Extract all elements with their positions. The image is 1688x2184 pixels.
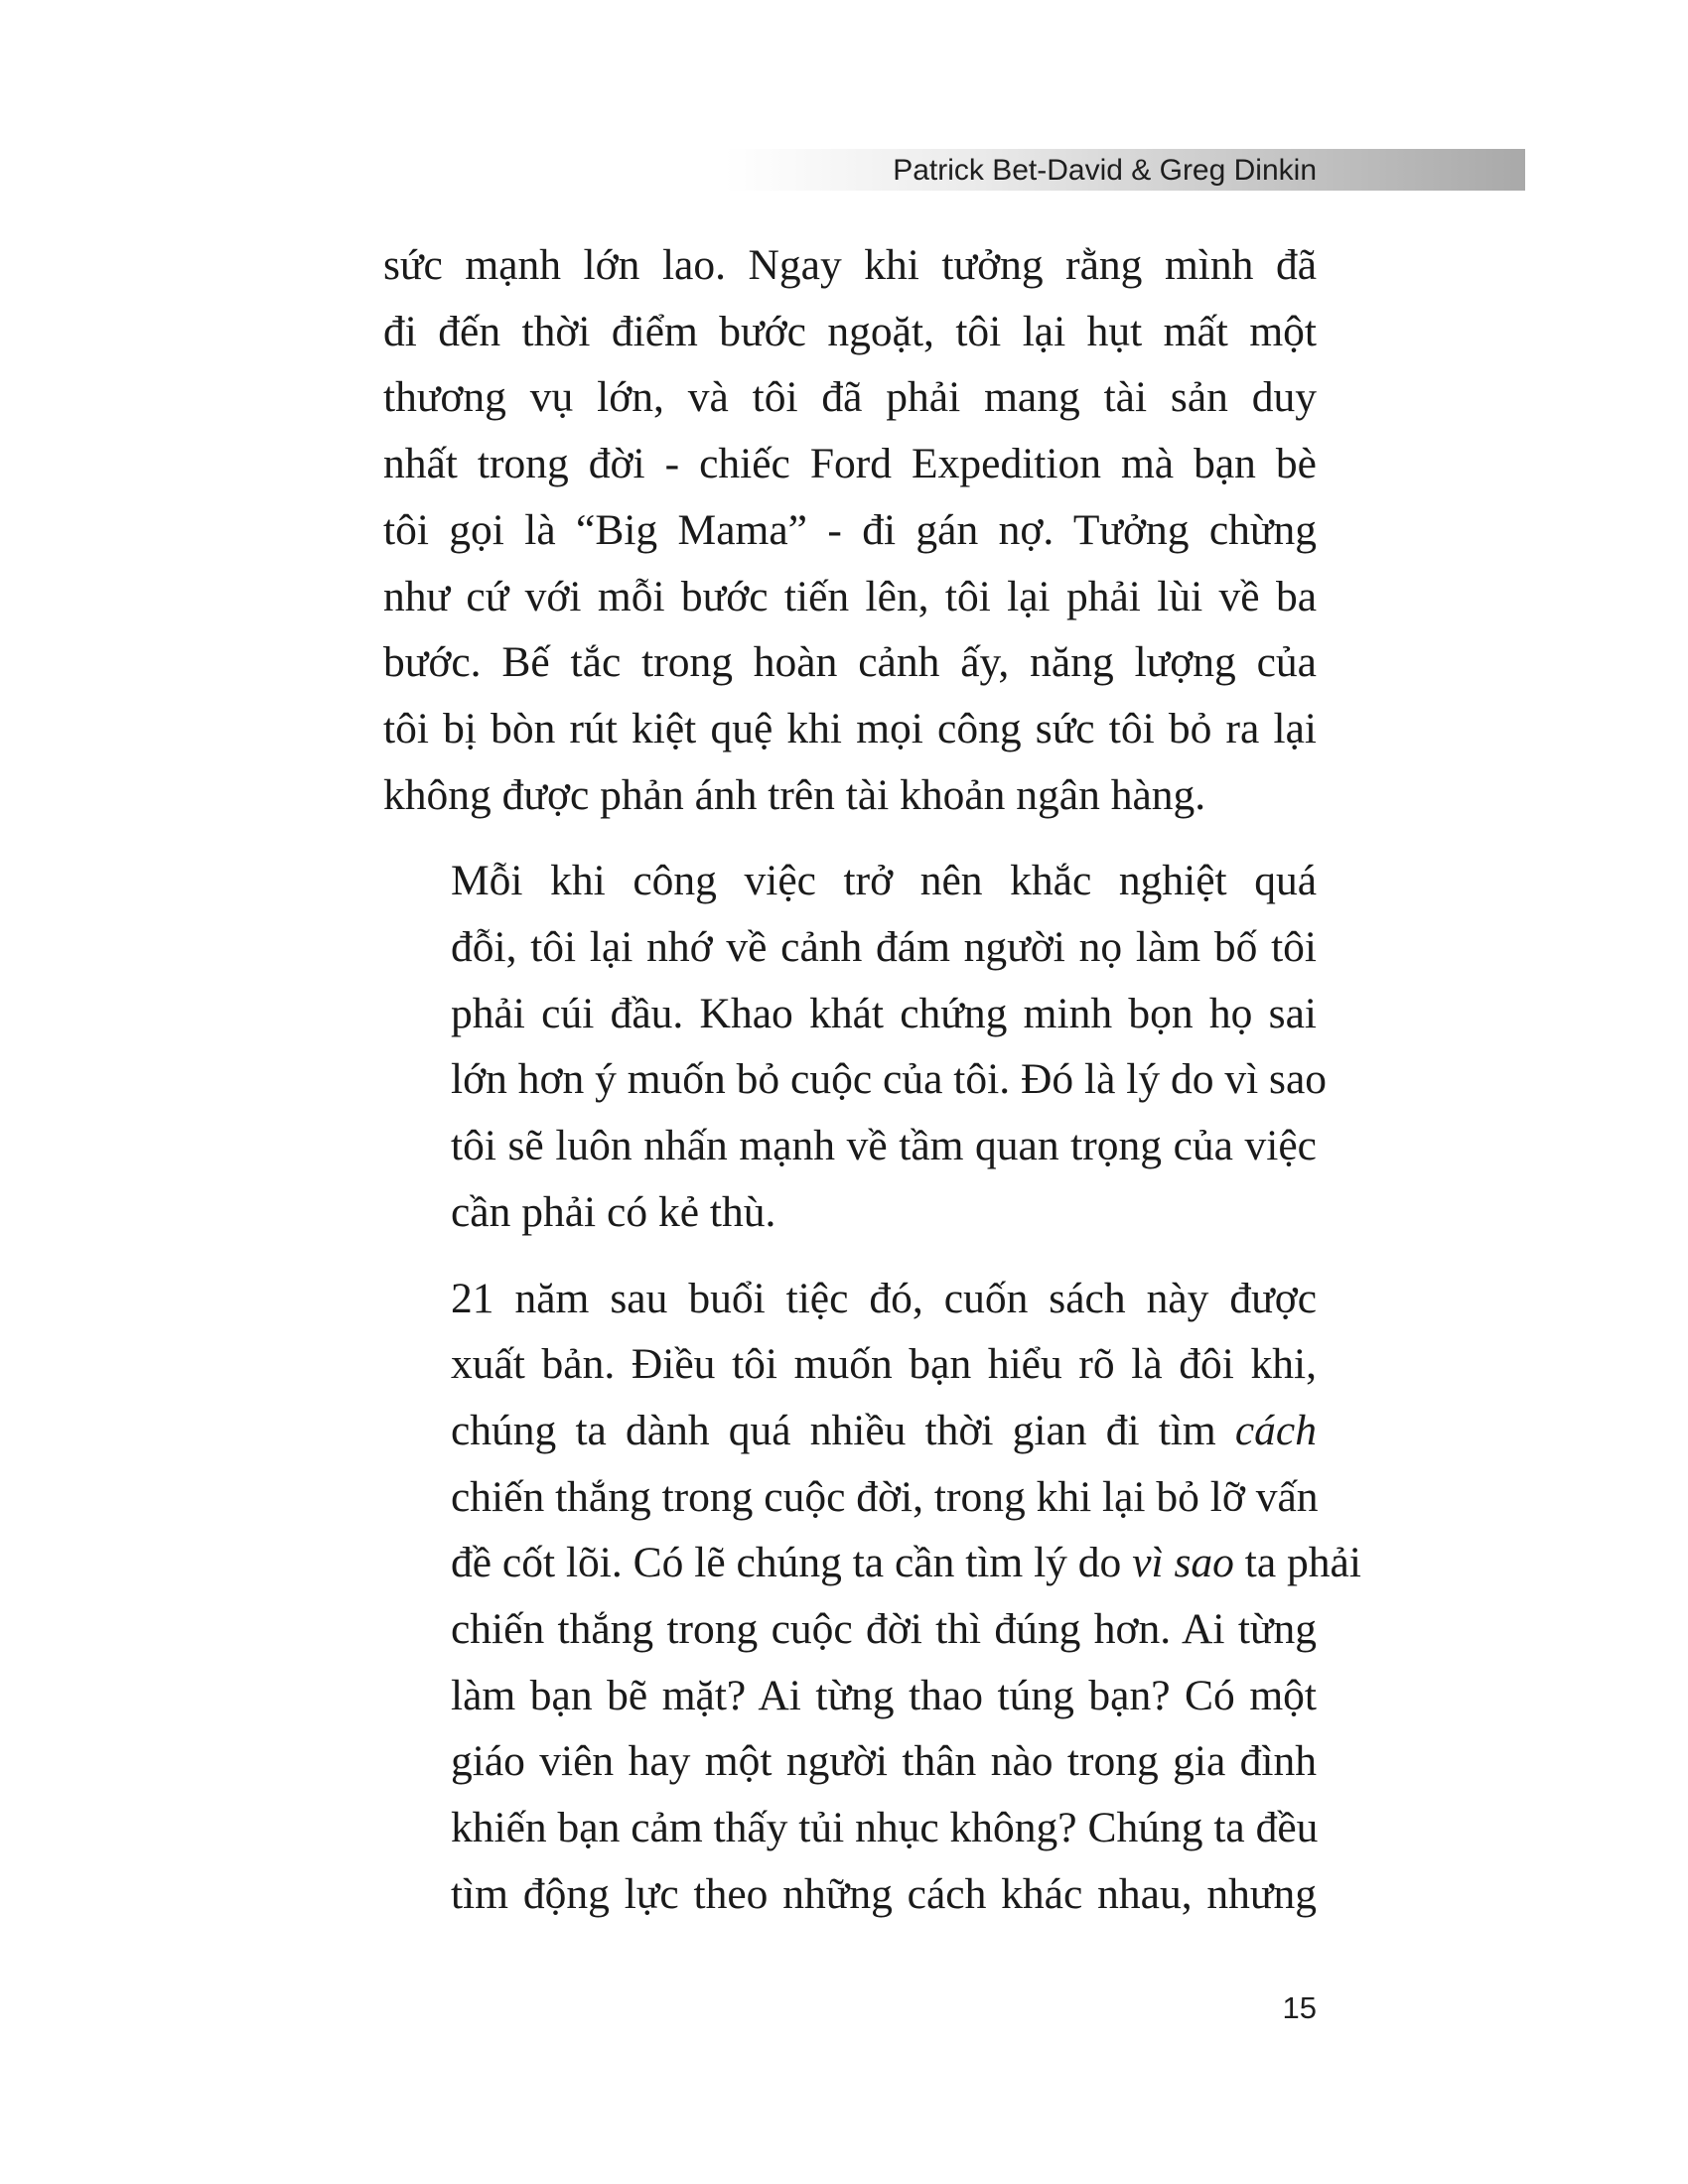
text-line: khiến bạn cảm thấy tủi nhục không? Chúng ta đều	[451, 1804, 1319, 1852]
paragraph	[383, 232, 1317, 828]
text-line: tôi bị bòn rút kiệt quệ khi mọi công sức tôi bỏ ra lại	[383, 704, 1317, 752]
text-line: đi đến thời điểm bước ngoặt, tôi lại hụt mất một	[383, 307, 1317, 355]
emphasis-text: cách	[1234, 1406, 1317, 1454]
running-header-author: Patrick Bet-David & Greg Dinkin	[893, 154, 1317, 187]
text-line: Mỗi khi công việc trở nên khắc nghiệt quá	[451, 857, 1317, 905]
text-line: tôi gọi là “Big Mama” - đi gán nợ. Tưởng chừng	[383, 505, 1317, 554]
text-line: cần phải có kẻ thù.	[451, 1187, 776, 1236]
paragraph	[383, 848, 1328, 1245]
text-line: làm bạn bẽ mặt? Ai từng thao túng bạn? Có một	[451, 1671, 1317, 1719]
text-line: chúng ta dành quá nhiều thời gian đi tìm cách	[451, 1406, 1317, 1454]
text-line: giáo viên hay một người thân nào trong gia đình	[451, 1737, 1317, 1786]
text-line: lớn hơn ý muốn bỏ cuộc của tôi. Đó là lý do vì sao	[451, 1055, 1328, 1104]
body-text	[383, 232, 1361, 1948]
text-line: thương vụ lớn, và tôi đã phải mang tài sản duy	[383, 373, 1317, 422]
text-line: đề cốt lõi. Có lẽ chúng ta cần tìm lý do vì sao ta phải	[451, 1539, 1361, 1587]
text-line: 21 năm sau buổi tiệc đó, cuốn sách này được	[451, 1274, 1317, 1322]
text-line: như cứ với mỗi bước tiến lên, tôi lại phải lùi về ba	[383, 572, 1317, 620]
text-line: bước. Bế tắc trong hoàn cảnh ấy, năng lượng của	[383, 638, 1317, 687]
text-line: sức mạnh lớn lao. Ngay khi tưởng rằng mình đã	[383, 241, 1317, 289]
text-line: đỗi, tôi lại nhớ về cảnh đám người nọ làm bố tôi	[451, 923, 1317, 972]
emphasis-text: vì sao	[1132, 1539, 1234, 1587]
text-line: tìm động lực theo những cách khác nhau, nhưng	[451, 1869, 1317, 1918]
text-line: tôi sẽ luôn nhấn mạnh về tầm quan trọng của việc	[451, 1122, 1317, 1170]
text-line: chiến thắng trong cuộc đời, trong khi lại bỏ lỡ vấn	[451, 1472, 1319, 1521]
text-line: chiến thắng trong cuộc đời thì đúng hơn. Ai từng	[451, 1605, 1317, 1654]
text-line: phải cúi đầu. Khao khát chứng minh bọn họ sai	[451, 989, 1317, 1037]
page-number: 15	[1282, 1990, 1317, 2025]
text-line: nhất trong đời - chiếc Ford Expedition mà bạn bè	[383, 440, 1317, 488]
text-line: không được phản ánh trên tài khoản ngân hàng.	[383, 770, 1206, 819]
paragraph	[383, 1266, 1361, 1928]
text-line: xuất bản. Điều tôi muốn bạn hiểu rõ là đôi khi,	[451, 1340, 1317, 1389]
